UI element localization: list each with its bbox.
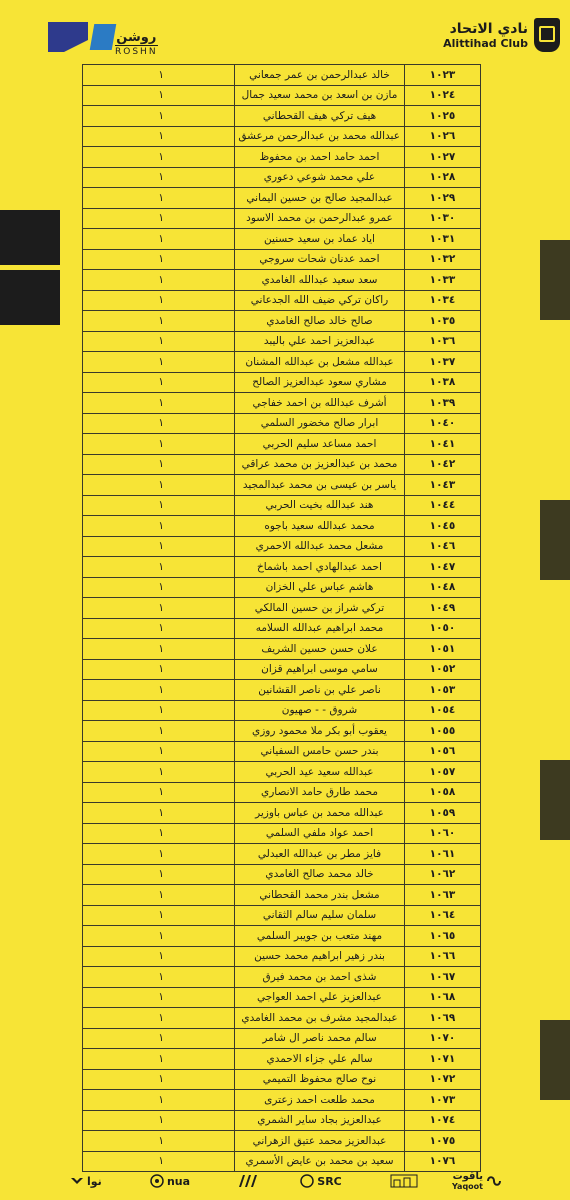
row-name: أشرف عبدالله بن احمد خفاجي xyxy=(235,393,405,414)
table-row xyxy=(83,1110,481,1131)
row-number: ١٠٣٩ xyxy=(405,393,481,414)
row-name: احمد حامد احمد بن محفوظ xyxy=(235,147,405,168)
row-number: ١٠٣٠ xyxy=(405,208,481,229)
row-quantity: ١ xyxy=(83,721,235,742)
row-quantity: ١ xyxy=(83,290,235,311)
row-quantity: ١ xyxy=(83,147,235,168)
row-name: محمد ابراهيم عبدالله السلامه xyxy=(235,618,405,639)
row-name: محمد بن عبدالعزيز بن محمد عراقي xyxy=(235,454,405,475)
roshn-logo xyxy=(115,30,158,57)
row-quantity: ١ xyxy=(83,741,235,762)
names-table-body xyxy=(83,65,481,1172)
row-name: عبدالمجيد صالح بن حسين اليماني xyxy=(235,188,405,209)
row-quantity: ١ xyxy=(83,1049,235,1070)
row-name: سعيد بن محمد بن عايض الأسمري xyxy=(235,1151,405,1172)
row-name: هاشم عباس علي الخزان xyxy=(235,577,405,598)
row-quantity: ١ xyxy=(83,926,235,947)
footer-brand-yaqoot xyxy=(452,1171,500,1191)
row-number: ١٠٤١ xyxy=(405,434,481,455)
row-name: مشعل محمد عبدالله الاحمري xyxy=(235,536,405,557)
table-row xyxy=(83,475,481,496)
table-row xyxy=(83,229,481,250)
row-name: بندر حسن حامس السفياني xyxy=(235,741,405,762)
table-row xyxy=(83,782,481,803)
table-row xyxy=(83,618,481,639)
table-row xyxy=(83,331,481,352)
yaqoot-label-ar: ياقوت xyxy=(452,1171,483,1182)
row-quantity: ١ xyxy=(83,229,235,250)
row-number: ١٠٦١ xyxy=(405,844,481,865)
footer-brand-mark xyxy=(238,1174,252,1188)
row-name: مشاري سعود عبدالعزيز الصالح xyxy=(235,372,405,393)
row-name: هند عبدالله بخيت الحربي xyxy=(235,495,405,516)
row-name: سالم محمد ناصر ال شامر xyxy=(235,1028,405,1049)
row-name: علان حسن حسين الشريف xyxy=(235,639,405,660)
table-row xyxy=(83,987,481,1008)
row-name: مشعل بندر محمد القحطاني xyxy=(235,885,405,906)
row-number: ١٠٥٠ xyxy=(405,618,481,639)
row-name: علي محمد شوعي دعوري xyxy=(235,167,405,188)
row-number: ١٠٤٨ xyxy=(405,577,481,598)
src-label: SRC xyxy=(317,1174,342,1188)
row-quantity: ١ xyxy=(83,495,235,516)
row-number: ١٠٣٥ xyxy=(405,311,481,332)
table-row xyxy=(83,1069,481,1090)
table-row xyxy=(83,741,481,762)
row-name: سالم علي جزاء الاحمدي xyxy=(235,1049,405,1070)
decorative-stripes-right xyxy=(540,60,570,1170)
sponsor-mark-icon xyxy=(90,24,117,50)
names-table xyxy=(82,64,481,1172)
row-quantity: ١ xyxy=(83,413,235,434)
club-name-en: Alittihad Club xyxy=(443,36,528,50)
row-name: هيف تركي هيف القحطاني xyxy=(235,106,405,127)
row-name: اياد عماد بن سعيد حسنين xyxy=(235,229,405,250)
table-row xyxy=(83,659,481,680)
row-number: ١٠٧٦ xyxy=(405,1151,481,1172)
row-quantity: ١ xyxy=(83,844,235,865)
header xyxy=(0,0,570,64)
table-row xyxy=(83,721,481,742)
row-number: ١٠٤٣ xyxy=(405,475,481,496)
row-number: ١٠٢٥ xyxy=(405,106,481,127)
yaqoot-logo-icon xyxy=(486,1174,500,1188)
src-logo-icon xyxy=(300,1174,314,1188)
row-quantity: ١ xyxy=(83,1110,235,1131)
table-row xyxy=(83,167,481,188)
footer-sponsors xyxy=(70,1168,500,1194)
row-quantity: ١ xyxy=(83,106,235,127)
row-quantity: ١ xyxy=(83,823,235,844)
table-row xyxy=(83,885,481,906)
row-quantity: ١ xyxy=(83,188,235,209)
table-row xyxy=(83,352,481,373)
row-name: صالح خالد صالح الغامدي xyxy=(235,311,405,332)
table-row xyxy=(83,454,481,475)
row-quantity: ١ xyxy=(83,65,235,86)
row-quantity: ١ xyxy=(83,516,235,537)
stripes-logo-icon xyxy=(238,1174,252,1188)
row-number: ١٠٦٤ xyxy=(405,905,481,926)
row-number: ١٠٥٢ xyxy=(405,659,481,680)
table-row xyxy=(83,598,481,619)
row-quantity: ١ xyxy=(83,557,235,578)
footer-brand-arch xyxy=(390,1174,404,1188)
footer-brand-nua xyxy=(150,1174,190,1188)
row-quantity: ١ xyxy=(83,1131,235,1152)
row-number: ١٠٢٧ xyxy=(405,147,481,168)
table-row xyxy=(83,85,481,106)
row-name: يعقوب أبو بكر ملا محمود روزي xyxy=(235,721,405,742)
table-row xyxy=(83,844,481,865)
row-number: ١٠٣٣ xyxy=(405,270,481,291)
row-name: عبدالله محمد بن عبدالرحمن مرعشق xyxy=(235,126,405,147)
row-name: بندر زهير ابراهيم محمد حسين xyxy=(235,946,405,967)
row-number: ١٠٤٠ xyxy=(405,413,481,434)
footer-brand-src xyxy=(300,1174,341,1188)
table-row xyxy=(83,249,481,270)
table-row xyxy=(83,1131,481,1152)
row-quantity: ١ xyxy=(83,1008,235,1029)
row-number: ١٠٤٦ xyxy=(405,536,481,557)
table-row xyxy=(83,290,481,311)
row-quantity: ١ xyxy=(83,803,235,824)
table-row xyxy=(83,1090,481,1111)
row-name: شروق - - صهيون xyxy=(235,700,405,721)
row-quantity: ١ xyxy=(83,434,235,455)
row-number: ١٠٣٤ xyxy=(405,290,481,311)
row-number: ١٠٦٦ xyxy=(405,946,481,967)
row-name: احمد عدنان شحات سروجي xyxy=(235,249,405,270)
row-name: خالد محمد صالح الغامدي xyxy=(235,864,405,885)
row-quantity: ١ xyxy=(83,454,235,475)
row-quantity: ١ xyxy=(83,311,235,332)
table-row xyxy=(83,126,481,147)
row-quantity: ١ xyxy=(83,700,235,721)
row-name: عبدالله مشعل بن عبدالله المشنان xyxy=(235,352,405,373)
row-number: ١٠٤٧ xyxy=(405,557,481,578)
row-name: محمد عبدالله سعيد باجوه xyxy=(235,516,405,537)
row-name: احمد عبدالهادي احمد باشماخ xyxy=(235,557,405,578)
row-number: ١٠٤٥ xyxy=(405,516,481,537)
table-row xyxy=(83,536,481,557)
yaqoot-label-en: Yaqoot xyxy=(452,1182,483,1191)
row-number: ١٠٦٧ xyxy=(405,967,481,988)
row-quantity: ١ xyxy=(83,167,235,188)
row-quantity: ١ xyxy=(83,618,235,639)
row-quantity: ١ xyxy=(83,208,235,229)
row-number: ١٠٣٧ xyxy=(405,352,481,373)
row-number: ١٠٦٩ xyxy=(405,1008,481,1029)
row-number: ١٠٥١ xyxy=(405,639,481,660)
row-number: ١٠٤٢ xyxy=(405,454,481,475)
row-name: عمرو عبدالرحمن بن محمد الاسود xyxy=(235,208,405,229)
row-number: ١٠٧٥ xyxy=(405,1131,481,1152)
table-row xyxy=(83,270,481,291)
table-row xyxy=(83,967,481,988)
row-quantity: ١ xyxy=(83,946,235,967)
row-number: ١٠٦٣ xyxy=(405,885,481,906)
names-table-wrapper xyxy=(82,64,480,1172)
row-number: ١٠٣٨ xyxy=(405,372,481,393)
table-row xyxy=(83,1008,481,1029)
table-row xyxy=(83,1049,481,1070)
table-row xyxy=(83,495,481,516)
row-name: تركي شراز بن حسين المالكي xyxy=(235,598,405,619)
table-row xyxy=(83,680,481,701)
row-number: ١٠٢٨ xyxy=(405,167,481,188)
row-quantity: ١ xyxy=(83,1069,235,1090)
row-name: مهند متعب بن جويبر السلمي xyxy=(235,926,405,947)
table-row xyxy=(83,413,481,434)
row-number: ١٠٢٣ xyxy=(405,65,481,86)
row-quantity: ١ xyxy=(83,352,235,373)
table-row xyxy=(83,803,481,824)
club-name-ar: نادي الاتحاد xyxy=(449,20,528,37)
roshn-name-ar: روشن xyxy=(116,30,157,45)
table-row xyxy=(83,372,481,393)
row-number: ١٠٢٩ xyxy=(405,188,481,209)
row-quantity: ١ xyxy=(83,1151,235,1172)
row-name: محمد طارق حامد الانصاري xyxy=(235,782,405,803)
club-text xyxy=(443,21,528,50)
row-name: سامي موسى ابراهيم قزان xyxy=(235,659,405,680)
row-quantity: ١ xyxy=(83,987,235,1008)
row-quantity: ١ xyxy=(83,659,235,680)
table-row xyxy=(83,434,481,455)
row-number: ١٠٣١ xyxy=(405,229,481,250)
row-number: ١٠٧١ xyxy=(405,1049,481,1070)
row-quantity: ١ xyxy=(83,864,235,885)
row-number: ١٠٤٩ xyxy=(405,598,481,619)
row-name: مازن بن اسعد بن محمد سعيد جمال xyxy=(235,85,405,106)
row-quantity: ١ xyxy=(83,639,235,660)
decorative-stripes-left xyxy=(0,90,60,1170)
row-name: فايز مطر بن عبدالله العبدلي xyxy=(235,844,405,865)
row-number: ١٠٧٣ xyxy=(405,1090,481,1111)
row-number: ١٠٧٠ xyxy=(405,1028,481,1049)
table-row xyxy=(83,147,481,168)
row-number: ١٠٣٢ xyxy=(405,249,481,270)
table-row xyxy=(83,557,481,578)
table-row xyxy=(83,905,481,926)
row-number: ١٠٧٢ xyxy=(405,1069,481,1090)
row-quantity: ١ xyxy=(83,967,235,988)
footer-brand-nawa xyxy=(70,1174,102,1188)
row-quantity: ١ xyxy=(83,762,235,783)
table-row xyxy=(83,393,481,414)
nua-label: nua xyxy=(166,1174,191,1188)
row-name: سلمان سليم سالم الثقاني xyxy=(235,905,405,926)
row-number: ١٠٢٤ xyxy=(405,85,481,106)
row-name: ابرار صالح مخضور السلمي xyxy=(235,413,405,434)
row-quantity: ١ xyxy=(83,782,235,803)
table-row xyxy=(83,864,481,885)
row-quantity: ١ xyxy=(83,393,235,414)
row-quantity: ١ xyxy=(83,536,235,557)
table-row xyxy=(83,639,481,660)
row-name: راكان تركي ضيف الله الجدعاني xyxy=(235,290,405,311)
table-row xyxy=(83,188,481,209)
row-name: عبدالله محمد بن عباس باوزير xyxy=(235,803,405,824)
row-name: عبدالله سعيد عيد الحربي xyxy=(235,762,405,783)
row-name: شذى احمد بن محمد فيرق xyxy=(235,967,405,988)
row-name: احمد عواد ملفي السلمي xyxy=(235,823,405,844)
row-quantity: ١ xyxy=(83,372,235,393)
row-number: ١٠٥٦ xyxy=(405,741,481,762)
yaqoot-text xyxy=(452,1171,483,1191)
table-row xyxy=(83,762,481,783)
row-name: عبدالعزيز محمد عتيق الزهراني xyxy=(235,1131,405,1152)
row-name: ياسر بن عيسى بن محمد عبدالمجيد xyxy=(235,475,405,496)
row-number: ١٠٥٣ xyxy=(405,680,481,701)
row-quantity: ١ xyxy=(83,905,235,926)
row-number: ١٠٦٢ xyxy=(405,864,481,885)
row-number: ١٠٥٤ xyxy=(405,700,481,721)
row-number: ١٠٥٧ xyxy=(405,762,481,783)
table-row xyxy=(83,106,481,127)
table-row xyxy=(83,926,481,947)
table-row xyxy=(83,311,481,332)
sponsor-blocks-icon xyxy=(48,22,88,52)
club-crest-icon xyxy=(534,18,560,52)
row-name: احمد مساعد سليم الحربي xyxy=(235,434,405,455)
row-quantity: ١ xyxy=(83,885,235,906)
row-name: عبدالمجيد مشرف بن محمد الغامدي xyxy=(235,1008,405,1029)
row-quantity: ١ xyxy=(83,577,235,598)
roshn-name-en: ROSHN xyxy=(115,47,158,57)
wings-icon xyxy=(70,1174,84,1188)
table-row xyxy=(83,1028,481,1049)
row-number: ١٠٦٨ xyxy=(405,987,481,1008)
row-name: ناصر علي بن ناصر القشانين xyxy=(235,680,405,701)
row-quantity: ١ xyxy=(83,249,235,270)
club-branding xyxy=(443,18,560,52)
row-name: محمد طلعت احمد زعترى xyxy=(235,1090,405,1111)
row-name: عبدالعزيز بجاد ساير الشمري xyxy=(235,1110,405,1131)
row-number: ١٠٦٥ xyxy=(405,926,481,947)
row-quantity: ١ xyxy=(83,598,235,619)
row-number: ١٠٥٨ xyxy=(405,782,481,803)
row-quantity: ١ xyxy=(83,1090,235,1111)
row-quantity: ١ xyxy=(83,270,235,291)
row-name: نوح صالح محفوظ التميمي xyxy=(235,1069,405,1090)
table-row xyxy=(83,577,481,598)
arch-logo-icon xyxy=(390,1174,404,1188)
row-number: ١٠٧٤ xyxy=(405,1110,481,1131)
row-number: ١٠٦٠ xyxy=(405,823,481,844)
table-row xyxy=(83,516,481,537)
table-row xyxy=(83,823,481,844)
table-row xyxy=(83,65,481,86)
row-quantity: ١ xyxy=(83,1028,235,1049)
row-quantity: ١ xyxy=(83,85,235,106)
table-row xyxy=(83,700,481,721)
nawa-label: نوا xyxy=(87,1174,102,1188)
row-quantity: ١ xyxy=(83,126,235,147)
table-row xyxy=(83,946,481,967)
table-row xyxy=(83,208,481,229)
row-number: ١٠٥٥ xyxy=(405,721,481,742)
sponsor-logo-left xyxy=(48,22,114,52)
flower-icon xyxy=(150,1174,164,1188)
row-name: سعد سعيد عبدالله الغامدي xyxy=(235,270,405,291)
row-name: عبدالعزيز احمد علي باليبد xyxy=(235,331,405,352)
row-number: ١٠٢٦ xyxy=(405,126,481,147)
row-name: خالد عبدالرحمن بن عمر جمعاني xyxy=(235,65,405,86)
row-number: ١٠٥٩ xyxy=(405,803,481,824)
row-number: ١٠٤٤ xyxy=(405,495,481,516)
row-quantity: ١ xyxy=(83,475,235,496)
row-quantity: ١ xyxy=(83,680,235,701)
row-number: ١٠٣٦ xyxy=(405,331,481,352)
row-quantity: ١ xyxy=(83,331,235,352)
row-name: عبدالعزيز علي احمد العواجي xyxy=(235,987,405,1008)
